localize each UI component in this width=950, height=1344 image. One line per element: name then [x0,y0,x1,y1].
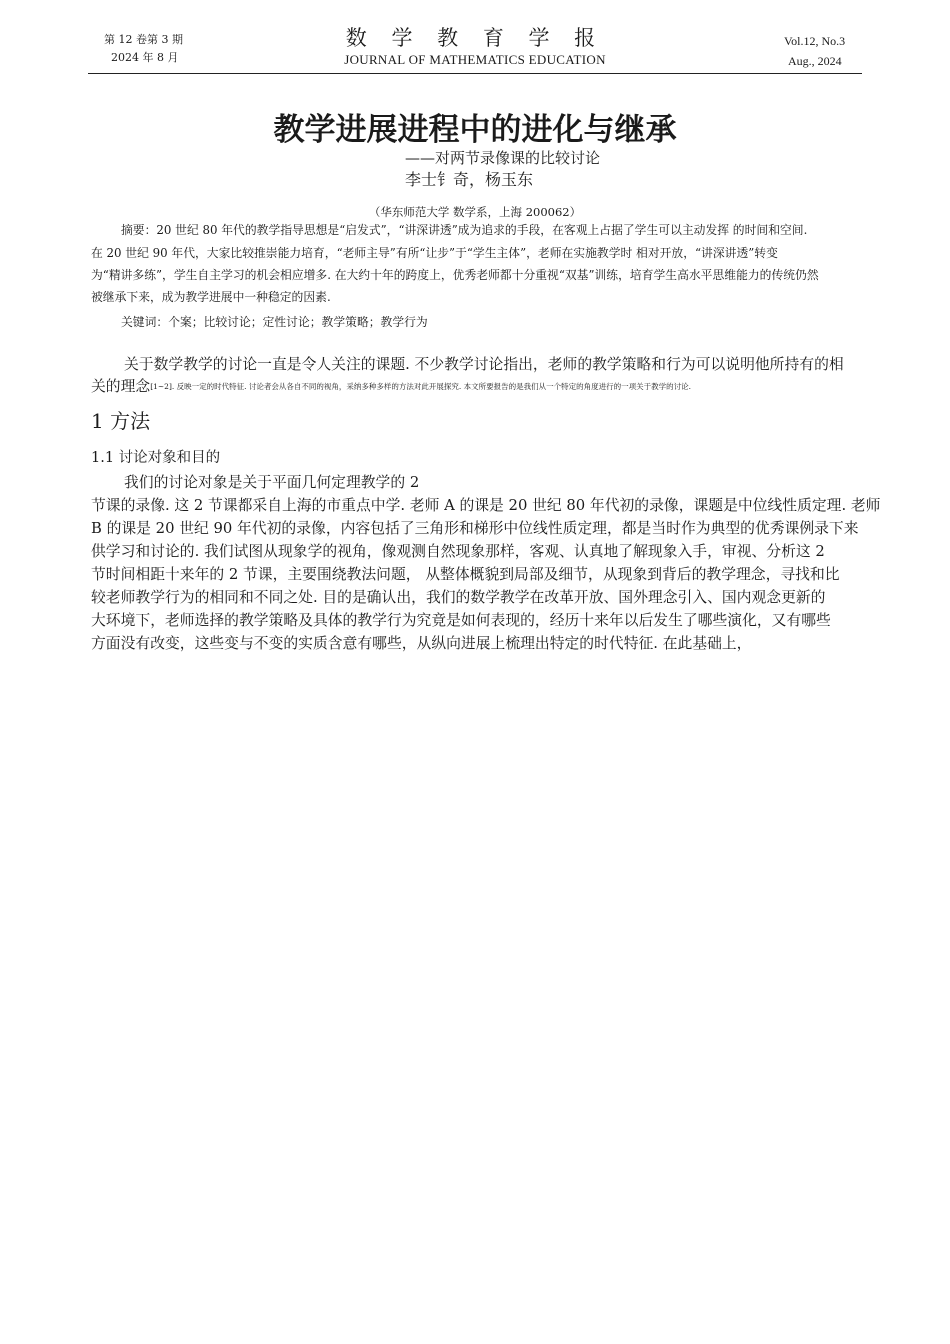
intro-line-2-lead: 关的理念 [91,378,151,395]
body-line-1: 我们的讨论对象是关于平面几何定理教学的 2 [124,474,420,491]
body-line-4: 供学习和讨论的. 我们试图从现象学的视角，像观测自然现象那样，客观、认真地了解现象入手，审视、分析这 2 [91,543,825,560]
body-line-3: B 的课是 20 世纪 90 年代初的录像，内容包括了三角形和梯形中位线性质定理，都是当时作为典型的优秀课例录下来 [91,520,859,537]
body-line-7: 大环境下，老师选择的教学策略及具体的教学行为究竟是如何表现的，经历十来年以后发生了哪些演化，又有哪些 [91,612,831,629]
section-heading-1-1: 1.1 讨论对象和目的 [91,450,221,466]
journal-name-cn: 数 学 教 育 学 报 [345,26,605,50]
intro-line-1: 关于数学教学的讨论一直是令人关注的课题. 不少教学讨论指出，老师的教学策略和行为可以说明他所持有的相 [124,356,844,373]
section-heading-1: 1 方法 [91,409,151,433]
body-line-6: 较老师教学行为的相同和不同之处. 目的是确认出，我们的数学教学在改革开放、国外理念引入、国内观念更新的 [91,589,826,606]
keywords: 关键词：个案；比较讨论；定性讨论；教学策略；教学行为 [121,315,428,329]
abstract-line-2: 在 20 世纪 90 年代，大家比较推崇能力培育，“老师主导”有所“让步”于“学生主体”，老师在实施教学时 相对开放，“讲深讲透”转变 [91,246,778,260]
volume-issue-cn: 第 12 卷第 3 期 [104,33,183,46]
abstract-line-1: 摘要：20 世纪 80 年代的教学指导思想是“启发式”，“讲深讲透”成为追求的手段，在客观上占据了学生可以主动发挥 的时间和空间. [121,223,808,237]
intro-line-2 [91,375,691,396]
volume-issue-en: Vol.12, No.3 [784,34,846,48]
abstract-line-3: 为“精讲多练”，学生自主学习的机会相应增多. 在大约十年的跨度上，优秀老师都十分重视“双基”训练，培育学生高水平思维能力的传统仍然 [91,268,819,282]
paper-title: 教学进展进程中的进化与继承 [273,112,677,148]
authors: 李士钅奇，杨玉东 [405,170,534,189]
header-rule [88,73,862,74]
journal-name-en: JOURNAL OF MATHEMATICS EDUCATION [344,52,606,67]
affiliation: （华东师范大学 数学系，上海 200062） [368,205,582,219]
paper-subtitle: ——对两节录像课的比较讨论 [405,149,601,167]
body-line-2: 节课的录像. 这 2 节课都采自上海的市重点中学. 老师 A 的课是 20 世纪 80 年代初的录像，课题是中位线性质定理. 老师 [91,497,881,514]
body-line-5: 节时间相距十来年的 2 节课，主要围绕教法问题， 从整体概貌到局部及细节，从现象到背后的教学理念，寻找和比 [91,566,840,583]
body-line-8: 方面没有改变，这些变与不变的实质含意有哪些，从纵向进展上梳理出特定的时代特征. 在此基础上， [91,635,752,652]
abstract-line-4: 被继承下来，成为教学进展中一种稳定的因素. [91,290,331,304]
intro-line-2-tail: [1~2]. 反映一定的时代特征. 讨论者会从各自不同的视角，采纳多种多样的方法对此开展探究. 本文所要报告的是我们从一个特定的角度进行的一项关于教学的讨论. [150,382,692,391]
date-cn: 2024 年 8 月 [111,51,179,64]
date-en: Aug., 2024 [788,54,842,68]
